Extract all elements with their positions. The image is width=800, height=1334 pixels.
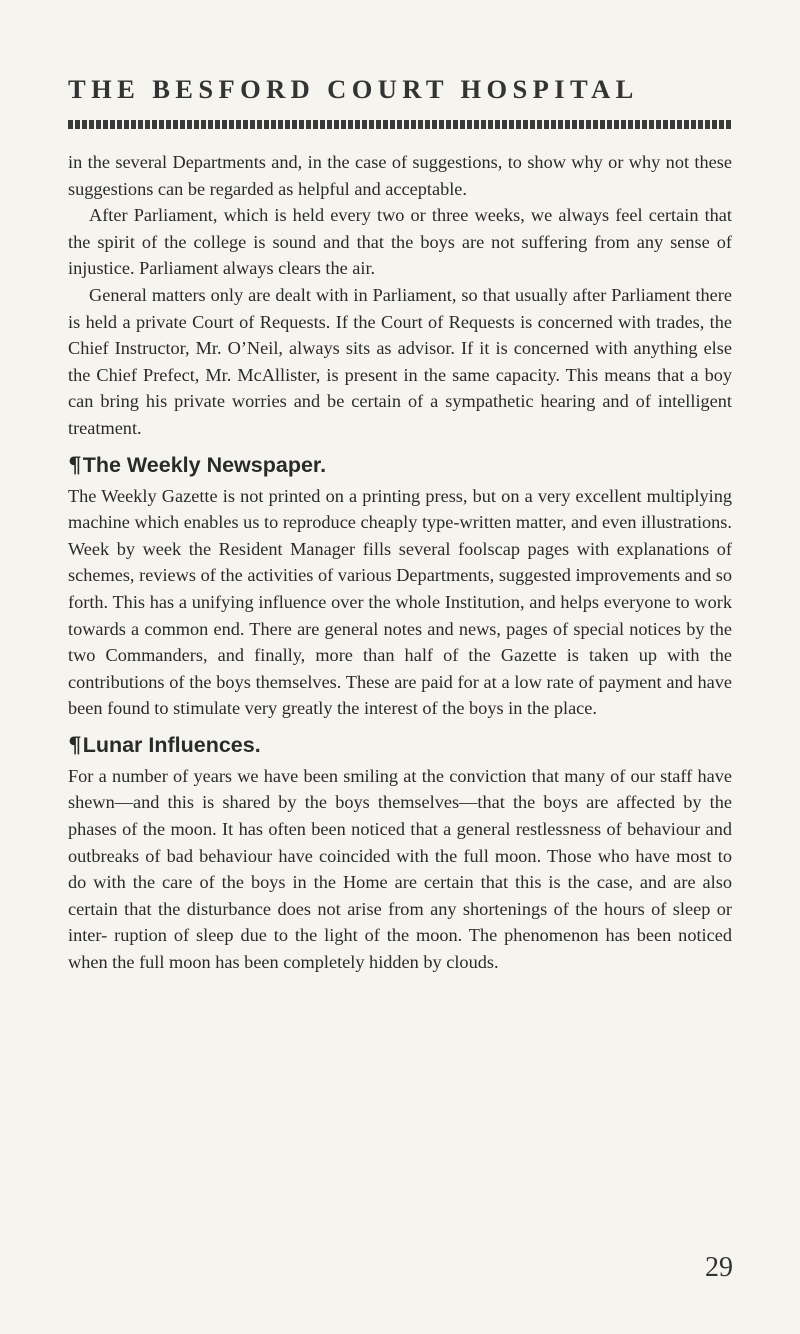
section-heading-lunar-influences <box>68 730 732 761</box>
paragraph-mark-icon: ¶ <box>68 452 82 478</box>
page <box>68 72 732 976</box>
section-paragraph: For a number of years we have been smiling at the conviction that many of our staff have shewn—and this is shared by the boys themselves—that the boys are affected by the phases of the moon. It has often been noticed that a general restlessness of behaviour and outbreaks of bad behaviour have coincided with the full moon. Those who have most to do with the care of the boys in the Home are certain that this is the case, and are also certain that the disturbance does not arise from any shortenings of the hours of sleep or inter- ruption of sleep due to the light of the moon. The phenomenon has been noticed when the full moon has been completely hidden by clouds. <box>68 765 732 973</box>
paragraph: After Parliament, which is held every two or three weeks, we always feel certain that the spirit of the college is sound and that the boys are not suffering from any sense of injustice. Parliament always clears the air. <box>68 205 732 279</box>
running-title: THE BESFORD COURT HOSPITAL <box>68 74 639 104</box>
body-text <box>68 149 732 976</box>
section-heading-weekly-newspaper <box>68 450 732 481</box>
decorative-rule <box>68 120 732 129</box>
page-number: 29 <box>705 1252 733 1283</box>
section-heading-text: The Weekly Newspaper. <box>82 452 327 477</box>
section-paragraph: The Weekly Gazette is not printed on a printing press, but on a very excellent multiplying machine which enables us to reproduce cheaply type-written matter, and even illustrations. Week by week the Resident Manager fills several foolscap pages with explanations of schemes, reviews of the activities of various Departments, suggested improvements and so forth. This has a unifying influence over the whole Institution, and helps everyone to work towards a common end. There are general notes and news, pages of special notices by the two Commanders, and finally, more than half of the Gazette is taken up with the contributions of the boys themselves. These are paid for at a low rate of payment and have been found to stimulate very greatly the interest of the boys in the place. <box>68 485 732 719</box>
paragraph: in the several Departments and, in the case of suggestions, to show why or why not these suggestions can be regarded as helpful and acceptable. <box>68 152 732 199</box>
paragraph: General matters only are dealt with in Parliament, so that usually after Parliament there is held a private Court of Requests. If the Court of Requests is concerned with trades, the Chief Instructor, Mr. O’Neil, always sits as advisor. If it is concerned with anything else the Chief Prefect, Mr. McAllister, is present in the same capacity. This means that a boy can bring his private worries and be certain of a sympathetic hearing and of intelligent treatment. <box>68 284 732 438</box>
section-heading-text: Lunar Influences. <box>82 732 261 757</box>
paragraph-mark-icon: ¶ <box>68 732 82 758</box>
